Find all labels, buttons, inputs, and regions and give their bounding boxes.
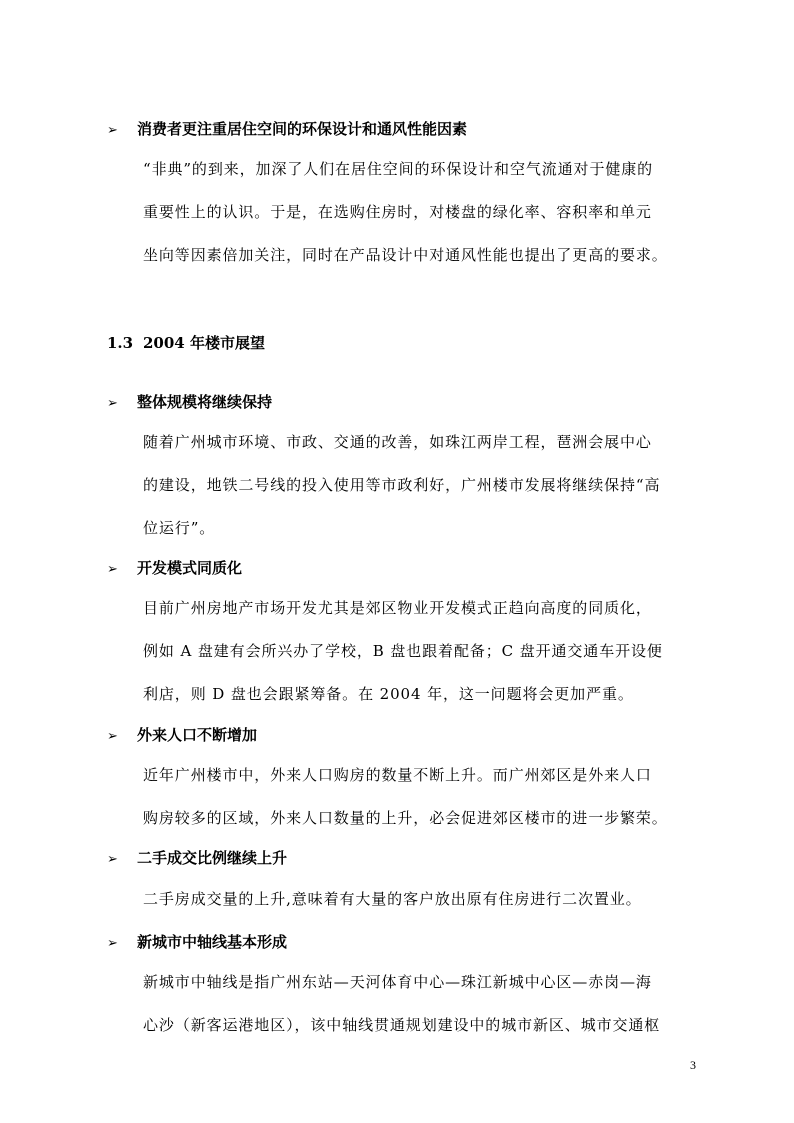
paragraph-line: 心沙（新客运港地区），该中轴线贯通规划建设中的城市新区、城市交通枢 xyxy=(143,1016,661,1034)
paragraph-line: 新城市中轴线是指广州东站—天河体育中心—珠江新城中心区—赤岗—海 xyxy=(143,973,652,991)
arrow-bullet-icon: ➢ xyxy=(107,562,118,577)
bullet-heading-eco-design xyxy=(107,119,467,141)
paragraph-line: 例如 A 盘建有会所兴办了学校，B 盘也跟着配备；C 盘开通交通车开设便 xyxy=(143,642,663,660)
heading-text: 开发模式同质化 xyxy=(137,559,243,577)
arrow-bullet-icon: ➢ xyxy=(107,396,118,411)
bullet-heading-homogenization xyxy=(107,558,242,580)
section-number: 1.3 xyxy=(107,334,134,352)
bullet-heading-central-axis xyxy=(107,932,287,954)
page-number: 3 xyxy=(690,1058,696,1072)
paragraph-line: 二手房成交量的上升,意味着有大量的客户放出原有住房进行二次置业。 xyxy=(143,890,642,908)
paragraph-line: 坐向等因素倍加关注，同时在产品设计中对通风性能也提出了更高的要求。 xyxy=(143,246,668,264)
heading-text: 二手成交比例继续上升 xyxy=(137,849,288,867)
section-title: 2004 年楼市展望 xyxy=(143,334,265,352)
heading-text: 新城市中轴线基本形成 xyxy=(137,933,288,951)
paragraph-line: 重要性上的认识。于是，在选购住房时，对楼盘的绿化率、容积率和单元 xyxy=(143,203,652,221)
heading-text: 整体规模将继续保持 xyxy=(137,393,273,411)
arrow-bullet-icon: ➢ xyxy=(107,123,118,138)
bullet-heading-population xyxy=(107,725,257,747)
section-heading xyxy=(107,333,265,353)
bullet-heading-scale xyxy=(107,392,272,414)
arrow-bullet-icon: ➢ xyxy=(107,852,118,867)
arrow-bullet-icon: ➢ xyxy=(107,936,118,951)
paragraph-line: 近年广州楼市中，外来人口购房的数量不断上升。而广州郊区是外来人口 xyxy=(143,766,652,784)
heading-text: 消费者更注重居住空间的环保设计和通风性能因素 xyxy=(137,120,468,138)
arrow-bullet-icon: ➢ xyxy=(107,729,118,744)
heading-text: 外来人口不断增加 xyxy=(137,726,258,744)
paragraph-line: 的建设，地铁二号线的投入使用等市政利好，广州楼市发展将继续保持“高 xyxy=(143,476,661,494)
paragraph-line: 随着广州城市环境、市政、交通的改善，如珠江两岸工程，琶洲会展中心 xyxy=(143,433,652,451)
paragraph-line: 位运行”。 xyxy=(143,519,216,537)
paragraph-line: 利店，则 D 盘也会跟紧筹备。在 2004 年，这一问题将会更加严重。 xyxy=(143,685,634,703)
paragraph-line: “非典”的到来，加深了人们在居住空间的环保设计和空气流通对于健康的 xyxy=(143,160,654,178)
paragraph-line: 购房较多的区域，外来人口数量的上升，必会促进郊区楼市的进一步繁荣。 xyxy=(143,809,668,827)
bullet-heading-second-hand xyxy=(107,848,287,870)
paragraph-line: 目前广州房地产市场开发尤其是郊区物业开发模式正趋向高度的同质化， xyxy=(143,599,652,617)
